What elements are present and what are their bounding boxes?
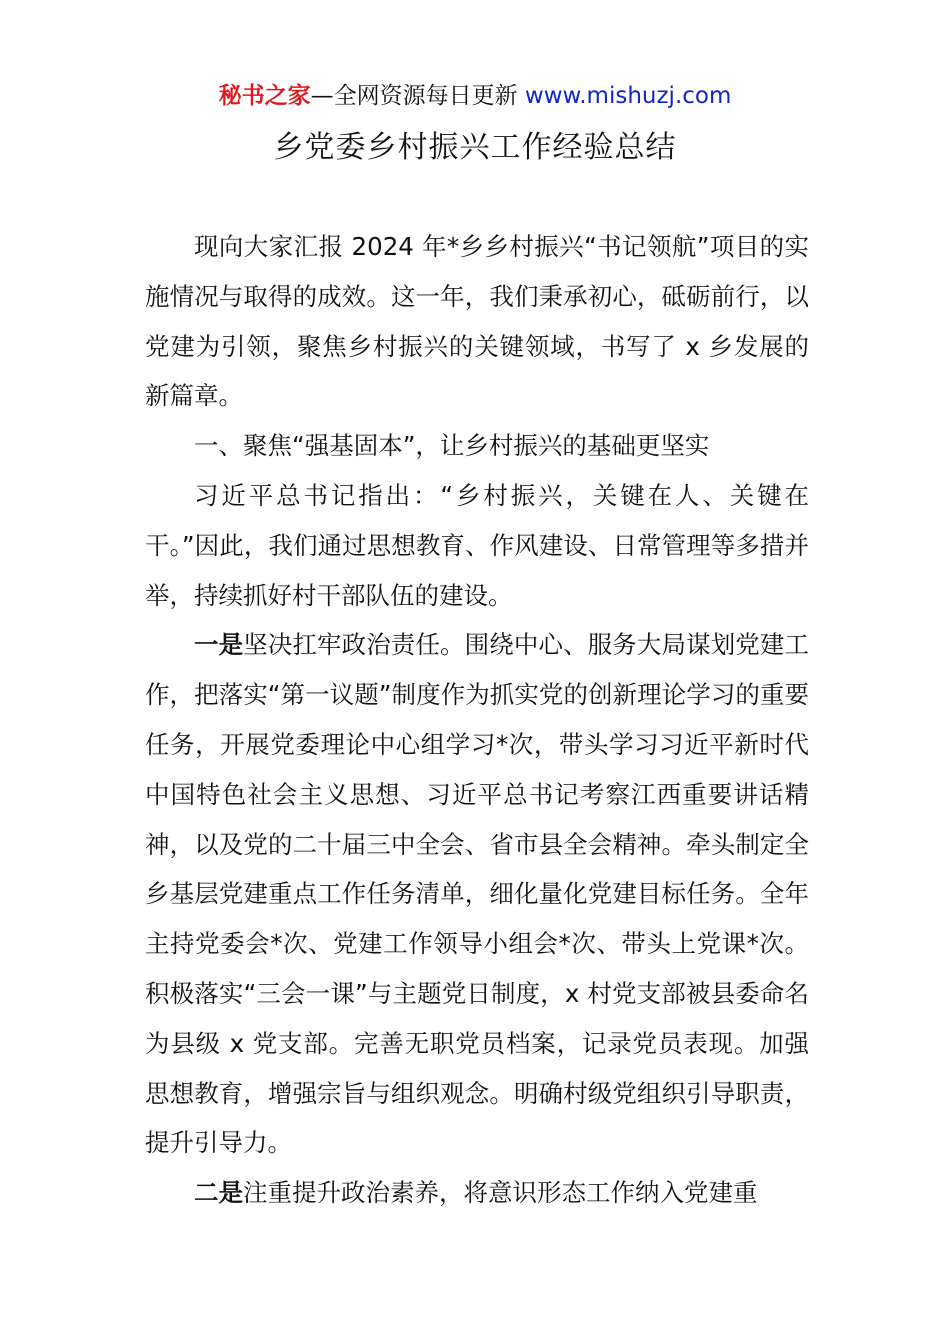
paragraph-text: 注重提升政治素养，将意识形态工作纳入党建重 bbox=[243, 1178, 758, 1208]
document-body bbox=[145, 222, 809, 1218]
paragraph-lead: 一是 bbox=[194, 630, 244, 660]
site-tagline: —全网资源每日更新 bbox=[310, 83, 525, 109]
paragraph-quote bbox=[145, 471, 809, 620]
site-url: www.mishuzj.com bbox=[524, 83, 732, 109]
document-title: 乡党委乡村振兴工作经验总结 bbox=[273, 130, 677, 165]
paragraph-point-2 bbox=[145, 1168, 809, 1218]
paragraph-text: 坚决扛牢政治责任。围绕中心、服务大局谋划党建工作，把落实“第一议题”制度作为抓实党的创新理论学习的重要任务，开展党委理论中心组学习*次，带头学习习近平新时代中国特色社会主义思想、习近平总书记考察江西重要讲话精神，以及党的二十届三中全会、省市县全会精神。牵头制定全乡基层党建重点工作任务清单，细化量化党建目标任务。全年主持党委会*次、党建工作领导小组会*次、带头上党课*次。积极落实“三会一课”与主题党日制度，x 村党支部被县委命名为县级 x 党支部。完善无职党员档案，记录党员表现。加强思想教育，增强宗旨与组织观念。明确村级党组织引导职责，提升引导力。 bbox=[145, 630, 810, 1158]
section-heading-1 bbox=[145, 421, 809, 471]
paragraph-text: 一、聚焦“强基固本”，让乡村振兴的基础更坚实 bbox=[194, 431, 710, 461]
site-brand: 秘书之家 bbox=[218, 83, 311, 109]
paragraph-text: 习近平总书记指出：“乡村振兴，关键在人、关键在干。”因此，我们通过思想教育、作风建设、日常管理等多措并举，持续抓好村干部队伍的建设。 bbox=[145, 480, 809, 610]
paragraph-lead: 二是 bbox=[194, 1178, 243, 1208]
site-banner bbox=[0, 80, 950, 112]
paragraph-text: 现向大家汇报 2024 年*乡乡村振兴“书记领航”项目的实施情况与取得的成效。这一年，我们秉承初心，砥砺前行，以党建为引领，聚焦乡村振兴的关键领域，书写了 x 乡发展的新篇章。 bbox=[145, 232, 809, 411]
paragraph-intro bbox=[145, 222, 809, 421]
paragraph-point-1 bbox=[145, 620, 809, 1168]
